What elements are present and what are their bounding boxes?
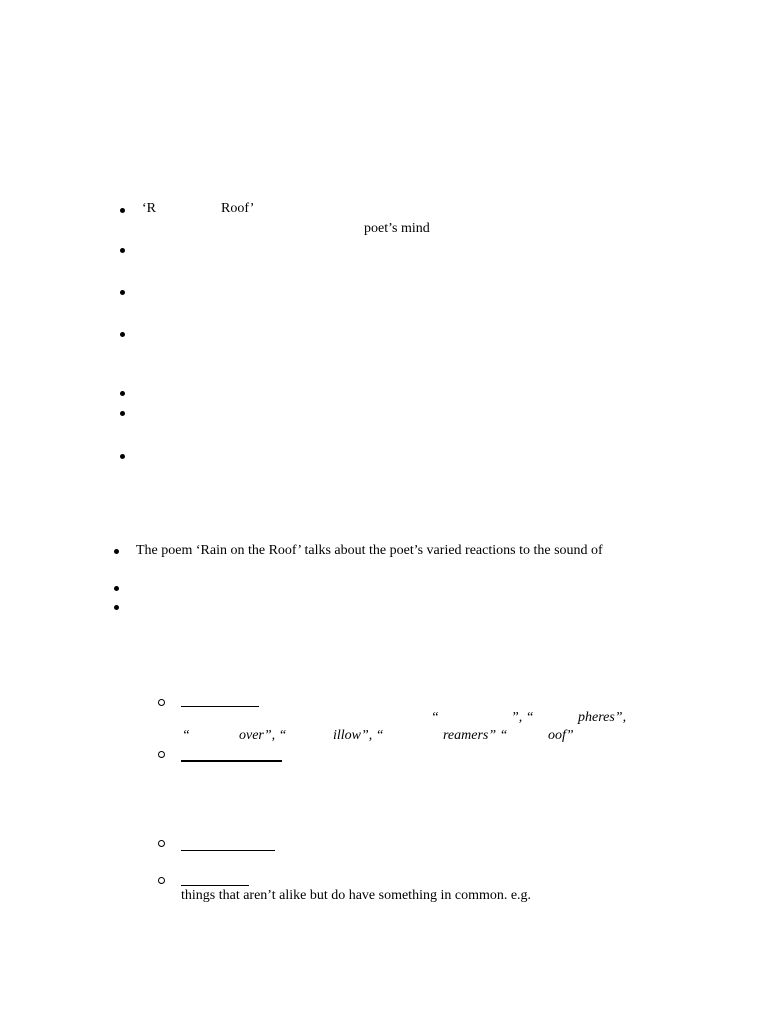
sub-bullet-3	[158, 840, 165, 847]
bullet-4	[120, 332, 125, 337]
blank-line-3	[181, 850, 275, 851]
quote-open-1: “	[431, 710, 439, 725]
blank-line-4	[181, 885, 249, 886]
blank-line-2	[181, 760, 282, 762]
quote-word-dreamers: reamers” “	[443, 728, 508, 743]
bullet-9	[114, 586, 119, 591]
poem-title-start: ‘R	[142, 201, 156, 216]
bullet-2	[120, 248, 125, 253]
bullet-6	[120, 411, 125, 416]
comparison-sentence: things that aren’t alike but do have something in common. e.g.	[181, 888, 532, 903]
quote-word-pillow: illow”, “	[333, 728, 384, 743]
blank-line-1	[181, 706, 259, 707]
quote-word-roof: oof”	[548, 728, 574, 743]
bullet-3	[120, 290, 125, 295]
quote-sep-1: ”, “	[511, 710, 534, 725]
quote-word-spheres: pheres”,	[578, 710, 627, 725]
bullet-10	[114, 605, 119, 610]
quote-open-2: “	[182, 728, 190, 743]
bullet-5	[120, 391, 125, 396]
bullet-7	[120, 454, 125, 459]
bullet-8	[114, 549, 119, 554]
sub-bullet-4	[158, 877, 165, 884]
bullet-1	[120, 208, 125, 213]
poets-mind-text: poet’s mind	[364, 221, 430, 236]
intro-sentence: The poem ‘Rain on the Roof’ talks about the poet’s varied reactions to the sound of	[136, 543, 603, 558]
sub-bullet-1	[158, 699, 165, 706]
quote-word-over: over”, “	[239, 728, 287, 743]
poem-title-end: Roof’	[221, 201, 255, 216]
sub-bullet-2	[158, 751, 165, 758]
